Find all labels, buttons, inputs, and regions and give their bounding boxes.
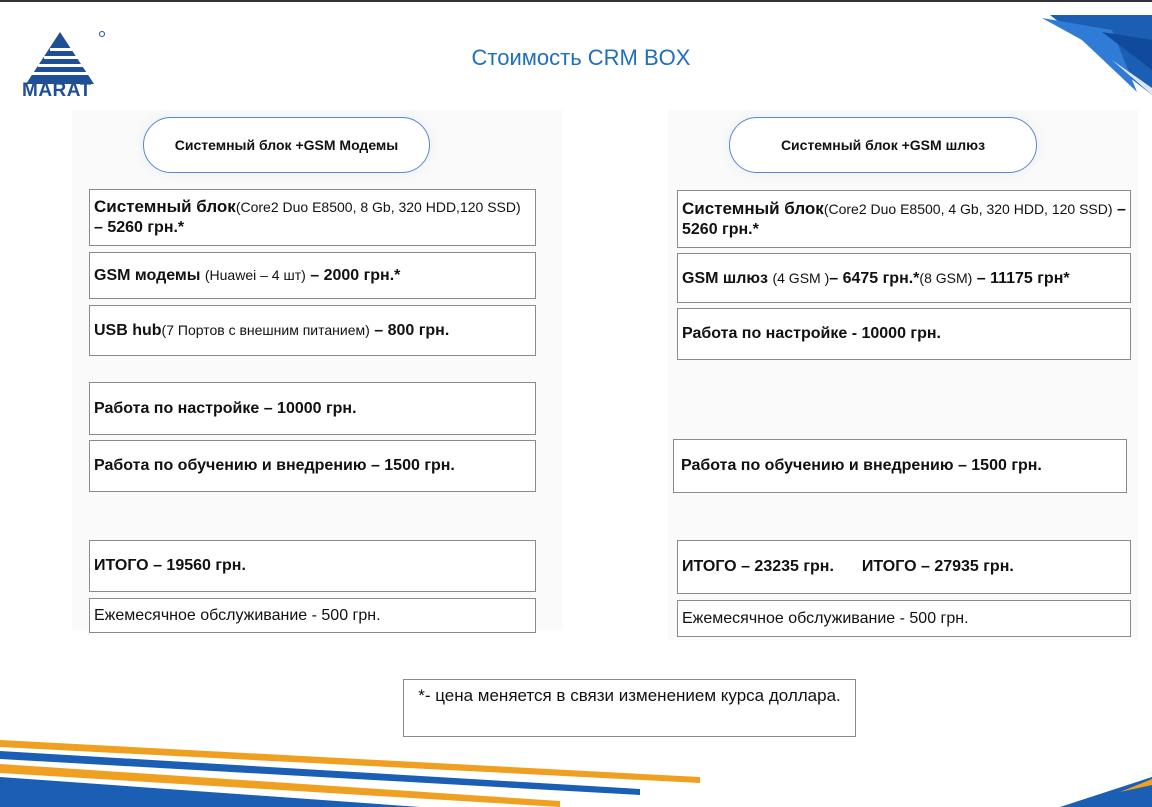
left-system-block-spec: (Core2 Duo E8500, 8 Gb, 320 HDD,120 SSD) [235,199,521,215]
left-gsm-modems-spec: (Huawei – 4 шт) [204,267,306,283]
top-rule [0,0,1152,2]
right-monthly-text: Ежемесячное обслуживание - 500 грн. [682,609,969,627]
left-usb-hub-label: USB hub [94,322,162,339]
left-monthly-row [89,598,536,633]
left-heading-text: Системный блок +GSM Модемы [174,137,399,153]
right-total-row [677,540,1131,594]
right-heading [729,117,1037,173]
right-gsm-gateway-label: GSM шлюз [682,269,769,287]
left-training-text: Работа по обучению и внедрению – 1500 грн. [94,457,455,474]
corner-decoration [1042,0,1152,95]
right-setup-row [677,308,1131,360]
left-gsm-modems-row [89,252,536,299]
left-system-block-price: – 5260 грн.* [94,219,185,236]
left-system-block-label: Системный блок [94,197,236,216]
right-gsm-gateway-spec1: (4 GSM ) [772,269,830,286]
right-gsm-gateway-row [677,253,1131,303]
left-usb-hub-price: – 800 грн. [374,322,450,339]
left-system-block-row [89,189,536,246]
right-monthly-row [677,600,1131,637]
left-total-row [89,540,536,592]
right-system-block-row [677,190,1131,248]
right-training-text: Работа по обучению и внедрению – 1500 грн. [681,457,1042,474]
page-title: Стоимость CRM BOX [471,45,691,70]
right-gsm-gateway-spec2: (8 GSM) [919,269,973,286]
right-heading-text: Системный блок +GSM шлюз [780,137,986,153]
left-setup-text: Работа по настройке – 10000 грн. [94,399,357,417]
right-system-block-price: – 5260 грн.* [682,200,1126,238]
bottom-stripes-decoration [0,737,1152,807]
right-setup-text: Работа по настройке - 10000 грн. [682,325,941,342]
left-monthly-text: Ежемесячное обслуживание - 500 грн. [94,606,381,624]
left-usb-hub-row [89,305,536,356]
right-system-block-spec: (Core2 Duo E8500, 4 Gb, 320 HDD, 120 SSD) [823,200,1113,217]
left-total-text: ИТОГО – 19560 грн. [94,557,246,574]
right-training-row [673,439,1127,493]
right-total1-text: ИТОГО – 23235 грн. [682,558,834,575]
left-training-row [89,440,536,492]
left-gsm-modems-price: – 2000 грн.* [310,267,401,284]
left-usb-hub-spec: (7 Портов с внешним питанием) [161,322,370,338]
left-gsm-modems-label: GSM модемы [94,267,201,284]
left-heading [143,117,430,173]
right-system-block-label: Системный блок [682,198,824,218]
right-gsm-gateway-price2: – 11175 грн* [976,269,1070,287]
left-setup-row [89,382,536,435]
logo-text: MARAT [22,80,92,101]
price-note: *- цена меняется в связи изменением курса доллара. [403,679,856,737]
right-gsm-gateway-price1: – 6475 грн.* [829,269,920,287]
right-total2-text: ИТОГО – 27935 грн. [861,558,1014,575]
